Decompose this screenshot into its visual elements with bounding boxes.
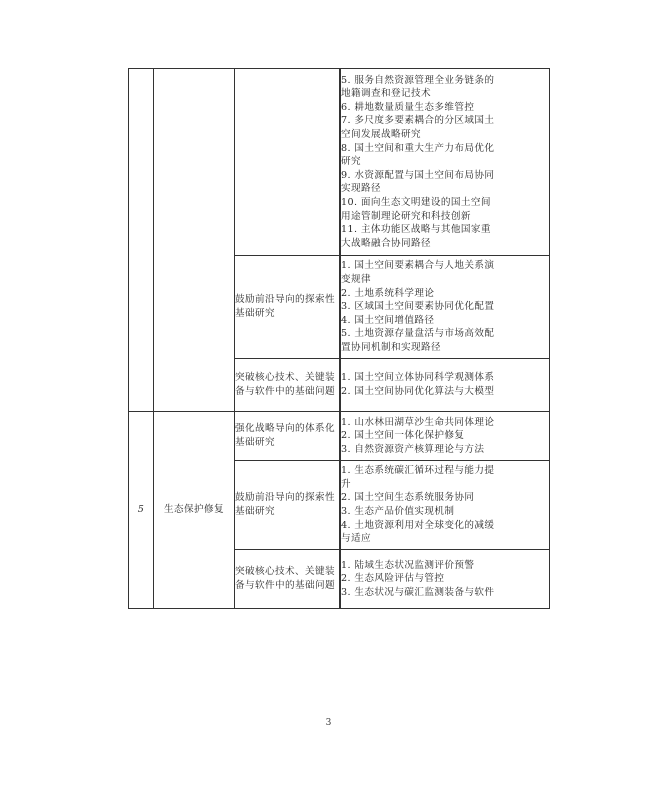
topic-line: 2. 生态风险评估与管控: [341, 573, 445, 585]
topic-line: 3. 生态状况与碳汇监测装备与软件: [341, 586, 495, 598]
topic-line: 4. 土地资源利用对全球变化的减缓: [341, 519, 495, 531]
topic-line: 5. 服务自然资源管理全业务链条的: [341, 74, 495, 86]
topic-line: 空间发展战略研究: [341, 129, 421, 141]
topic-line: 11. 主体功能区战略与其他国家重: [341, 224, 491, 236]
topic-line: 1. 山水林田湖草沙生命共同体理论: [341, 416, 495, 428]
topic-line: 用途管制理论研究和科技创新: [341, 210, 471, 222]
topics-cell: [340, 69, 550, 256]
topics-cell: [340, 359, 550, 412]
topic-line: 3. 生态产品价值实现机制: [341, 506, 455, 517]
direction-cell: 强化战略导向的体系化基础研究: [235, 412, 341, 461]
page-number: 3: [325, 718, 332, 728]
direction-cell: [235, 69, 341, 256]
topic-line: 大战略融合协同路径: [341, 237, 431, 249]
topic-line: 4. 国土空间增值路径: [341, 314, 435, 326]
topic-line: 5. 土地资源存量盘活与市场高效配: [341, 328, 495, 340]
topic-line: 研究: [341, 156, 361, 168]
topics-cell: [340, 412, 550, 461]
direction-cell: 突破核心技术、关键装备与软件中的基础问题: [235, 550, 341, 609]
topic-line: 置协同机制和实现路径: [341, 341, 441, 353]
topic-line: 10. 面向生态文明建设的国土空间: [341, 196, 491, 208]
category-cell: [154, 69, 235, 412]
topic-line: 变规律: [341, 274, 371, 286]
topics-cell: [340, 550, 550, 609]
topic-line: 7. 多尺度多要素耦合的分区域国土: [341, 115, 495, 127]
direction-cell: 鼓励前沿导向的探索性基础研究: [235, 256, 341, 359]
research-directions-table: [128, 68, 550, 609]
topic-line: 2. 国土空间一体化保护修复: [341, 430, 465, 442]
topic-line: 3. 自然资源资产核算理论与方法: [341, 443, 485, 455]
topic-line: 2. 国土空间生态系统服务协同: [341, 492, 475, 504]
topic-line: 3. 区域国土空间要素协同优化配置: [341, 301, 495, 313]
topics-cell: [340, 256, 550, 359]
table-row: [129, 69, 550, 256]
table-row: [129, 412, 550, 461]
topic-line: 与适应: [341, 533, 371, 545]
topic-line: 1. 国土空间立体协同科学观测体系: [341, 372, 495, 384]
topic-line: 实现路径: [341, 183, 381, 195]
category-cell: 生态保护修复: [154, 412, 235, 609]
topic-line: 2. 国土空间协同优化算法与大模型: [341, 386, 495, 397]
direction-cell: 突破核心技术、关键装备与软件中的基础问题: [235, 359, 341, 412]
direction-cell: 鼓励前沿导向的探索性基础研究: [235, 461, 341, 550]
topic-line: 地籍调查和登记技术: [341, 88, 431, 100]
topic-line: 1. 国土空间要素耦合与人地关系演: [341, 260, 495, 272]
topics-cell: [340, 461, 550, 550]
topic-line: 1. 生态系统碳汇循环过程与能力提: [341, 465, 495, 477]
topic-line: 9. 水资源配置与国土空间布局协同: [341, 169, 495, 181]
row-number-cell: [129, 69, 154, 412]
topic-line: 2. 土地系统科学理论: [341, 287, 435, 299]
row-number-cell: 5: [129, 412, 154, 609]
topic-line: 升: [341, 478, 351, 490]
topic-line: 1. 陆域生态状况监测评价预警: [341, 559, 475, 571]
topic-line: 6. 耕地数量质量生态多维管控: [341, 101, 475, 113]
topic-line: 8. 国土空间和重大生产力布局优化: [341, 142, 495, 154]
